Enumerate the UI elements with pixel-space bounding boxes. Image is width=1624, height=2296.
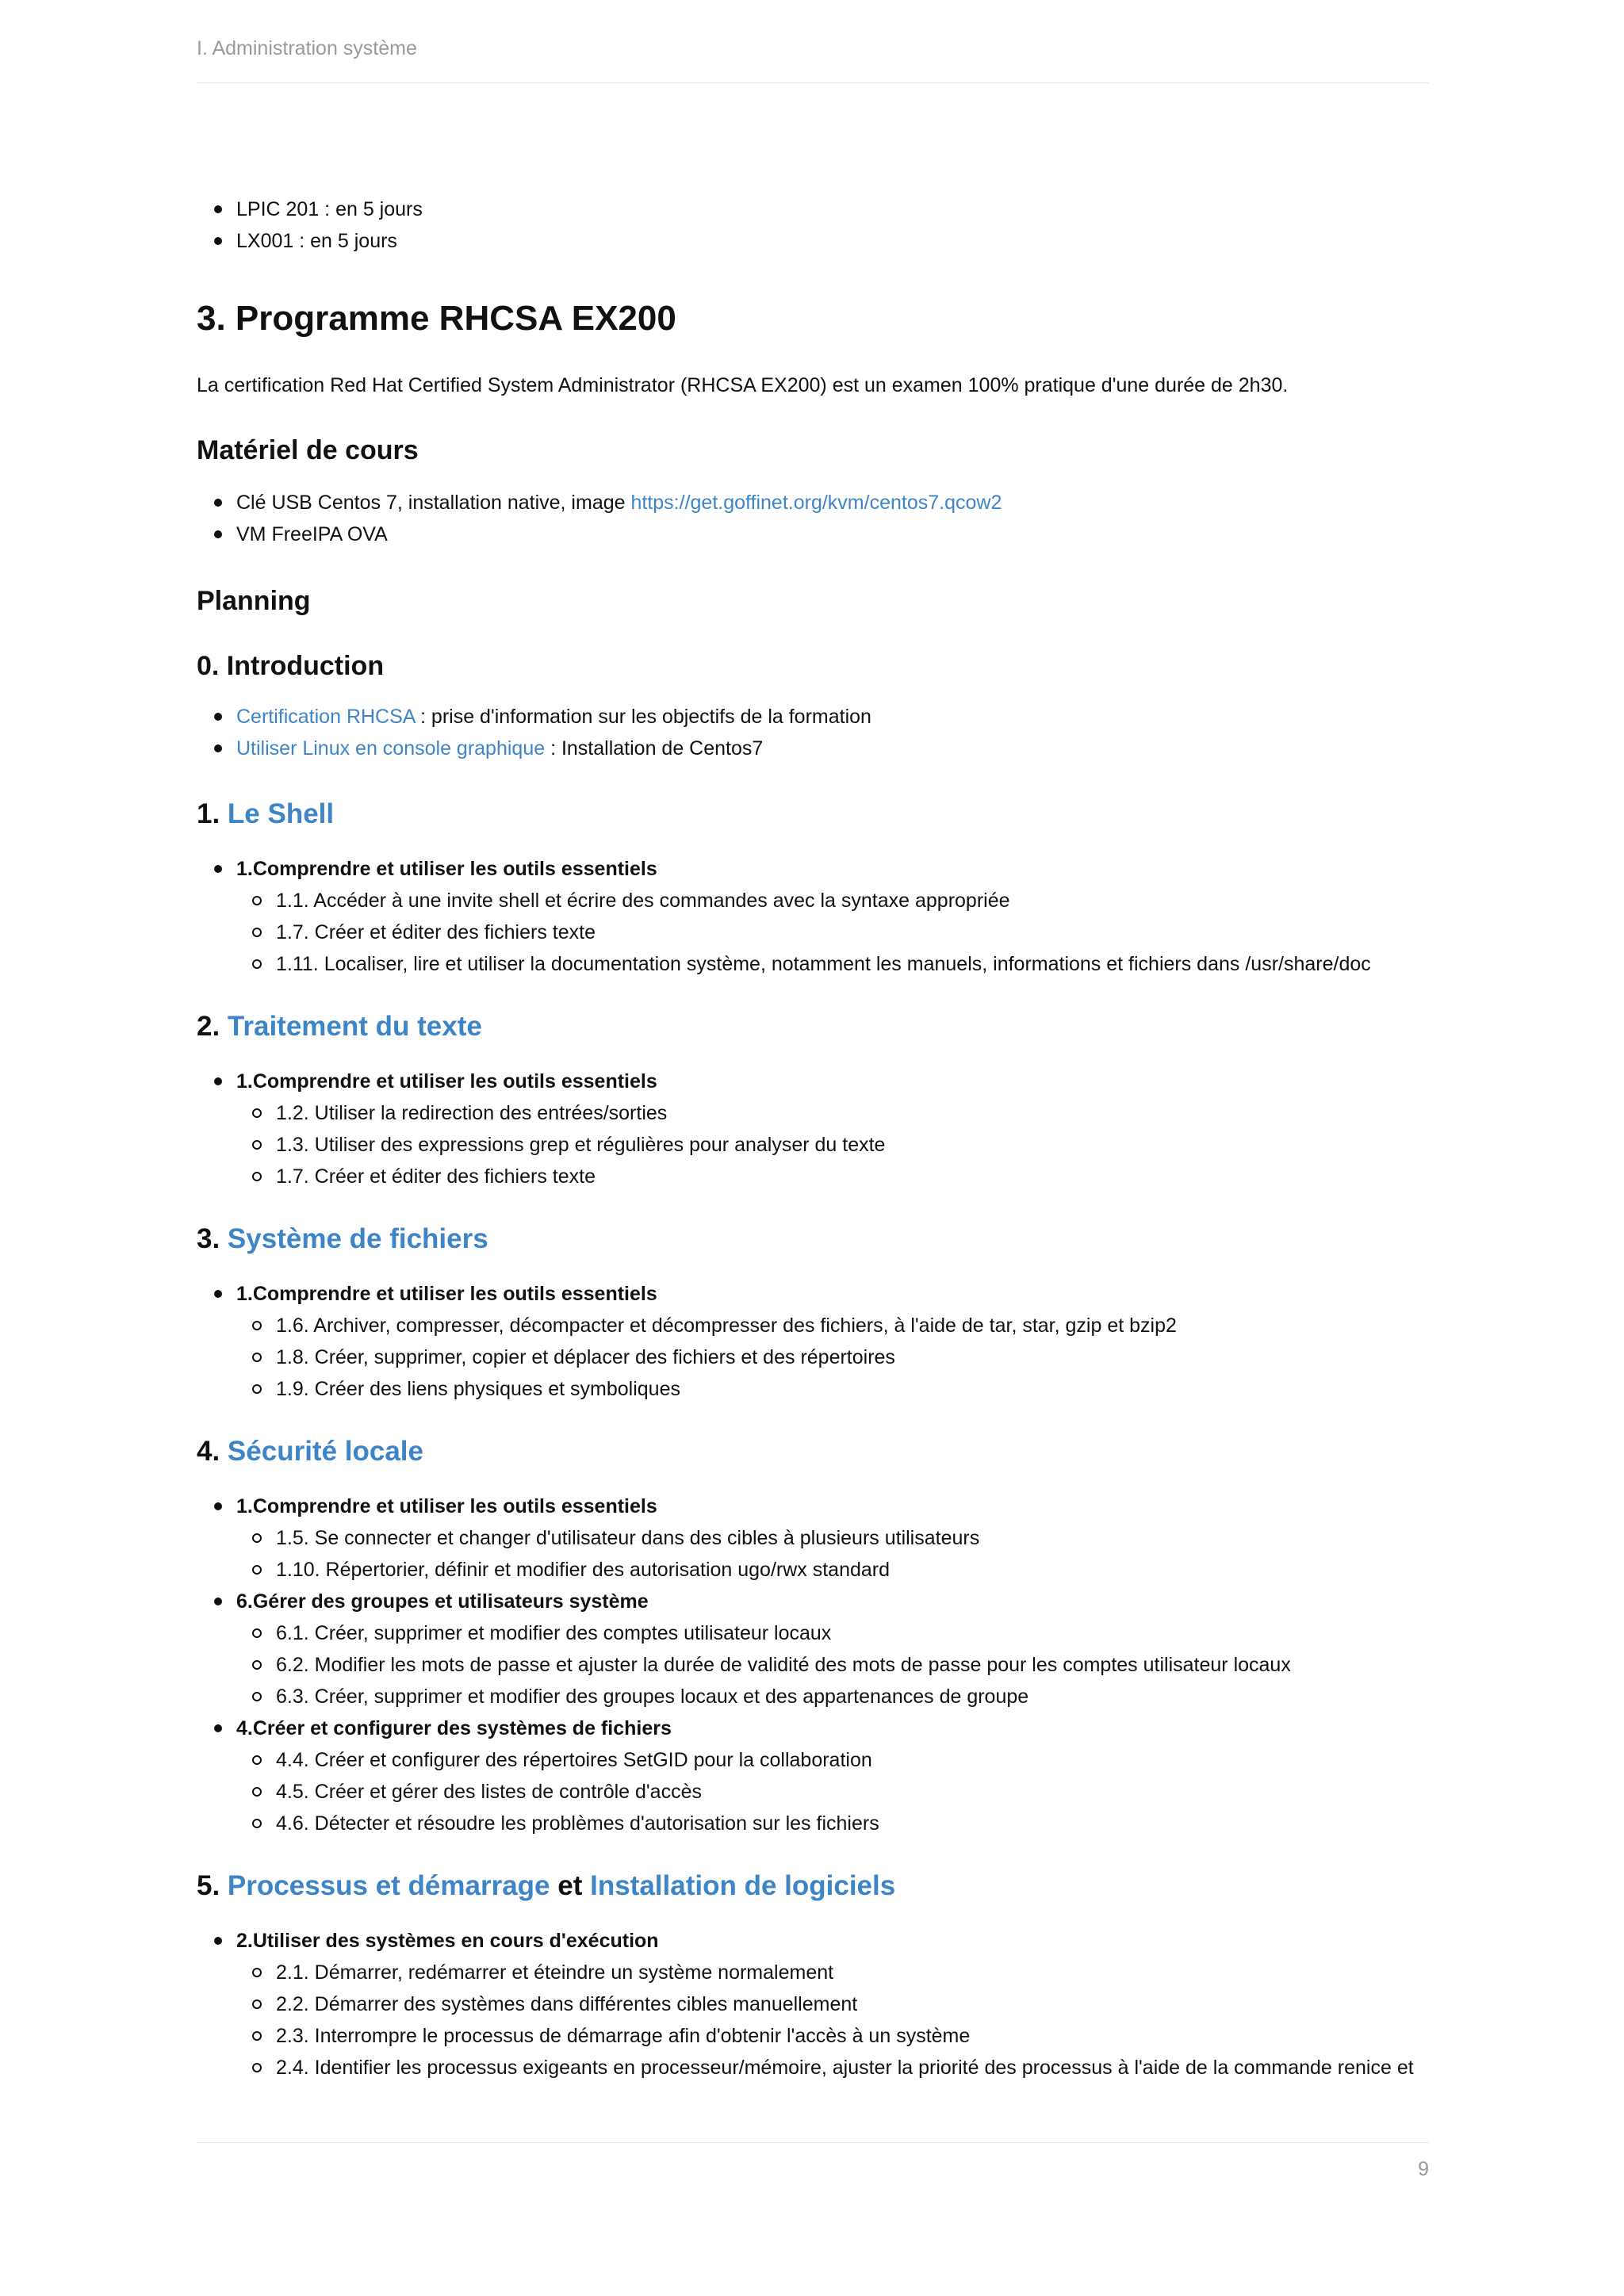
processus-demarrage-link[interactable]: Processus et démarrage [227, 1870, 550, 1901]
group-title: 1.Comprendre et utiliser les outils essentiels [236, 858, 657, 880]
running-header: I. Administration système [197, 35, 1429, 83]
sub-list [236, 1310, 1465, 1405]
list-item: VM FreeIPA OVA [197, 519, 1465, 550]
heading-securite-locale [197, 1433, 423, 1470]
sub-list-item: 4.5. Créer et gérer des listes de contrôle d'accès [236, 1776, 1465, 1808]
centos-image-link[interactable]: https://get.goffinet.org/kvm/centos7.qcow2 [630, 492, 1002, 514]
list-item [197, 701, 1465, 733]
s1-list-block [197, 853, 1465, 980]
sub-list-item: 6.2. Modifier les mots de passe et ajuster la durée de validité des mots de passe pour les comptes utilisateur locaux [236, 1649, 1465, 1681]
list-item [197, 487, 1465, 519]
securite-locale-link[interactable]: Sécurité locale [227, 1436, 423, 1467]
page-number: 9 [1418, 2158, 1429, 2180]
group-title: 6.Gérer des groupes et utilisateurs système [236, 1590, 649, 1613]
sub-list [236, 885, 1465, 980]
list-item [197, 1066, 1465, 1192]
sub-list [236, 1522, 1465, 1586]
list-item: LX001 : en 5 jours [197, 225, 1465, 257]
list-item [197, 1278, 1465, 1405]
list-item [197, 733, 1465, 764]
sub-list-item: 1.7. Créer et éditer des fichiers texte [236, 916, 1465, 948]
sub-list [236, 1957, 1465, 2084]
introduction-list [197, 701, 1465, 764]
section-number: 4. [197, 1436, 228, 1467]
list-item [197, 1490, 1465, 1586]
sub-list-item: 1.11. Localiser, lire et utiliser la documentation système, notamment les manuels, informations et fichiers dans /usr/share/doc [236, 948, 1465, 980]
s2-list-block [197, 1066, 1465, 1192]
sub-list-item: 1.1. Accéder à une invite shell et écrire des commandes avec la syntaxe appropriée [236, 885, 1465, 916]
group-title: 1.Comprendre et utiliser les outils essentiels [236, 1070, 657, 1093]
sub-list [236, 1097, 1465, 1192]
sub-list [236, 1617, 1465, 1712]
sub-list-item: 4.6. Détecter et résoudre les problèmes d'autorisation sur les fichiers [236, 1808, 1465, 1839]
introduction-list-block [197, 701, 1465, 764]
section-title-programme: 3. Programme RHCSA EX200 [197, 299, 676, 338]
list-item [197, 1925, 1465, 2084]
sub-list-item: 1.3. Utiliser des expressions grep et régulières pour analyser du texte [236, 1129, 1465, 1161]
list-item [197, 1712, 1465, 1839]
s5-list-block [197, 1925, 1465, 2084]
s3-list-block [197, 1278, 1465, 1405]
installation-logiciels-link[interactable]: Installation de logiciels [590, 1870, 896, 1901]
s5-list [197, 1925, 1465, 2084]
list-item [197, 1586, 1465, 1712]
sub-list-item: 1.9. Créer des liens physiques et symboliques [236, 1373, 1465, 1405]
footer-divider [197, 2142, 1429, 2143]
s4-list-block [197, 1490, 1465, 1839]
sub-list-item: 4.4. Créer et configurer des répertoires SetGID pour la collaboration [236, 1744, 1465, 1776]
heading-planning: Planning [197, 586, 311, 616]
group-title: 4.Créer et configurer des systèmes de fichiers [236, 1717, 672, 1739]
heading-connector: et [550, 1870, 591, 1901]
list-item-text: : Installation de Centos7 [545, 737, 764, 760]
section-number: 1. [197, 798, 228, 829]
heading-processus-installation [197, 1868, 895, 1904]
sub-list-item: 1.6. Archiver, compresser, décompacter et décompresser des fichiers, à l'aide de tar, star, gzip et bzip2 [236, 1310, 1465, 1341]
section-number: 2. [197, 1011, 228, 1042]
s1-list [197, 853, 1465, 980]
intro-list-block [197, 193, 1465, 257]
le-shell-link[interactable]: Le Shell [227, 798, 335, 829]
systeme-fichiers-link[interactable]: Système de fichiers [227, 1223, 488, 1254]
sub-list-item: 1.7. Créer et éditer des fichiers texte [236, 1161, 1465, 1192]
s2-list [197, 1066, 1465, 1192]
traitement-texte-link[interactable]: Traitement du texte [227, 1011, 482, 1042]
sub-list [236, 1744, 1465, 1839]
list-item: LPIC 201 : en 5 jours [197, 193, 1465, 225]
certification-rhcsa-link[interactable]: Certification RHCSA [236, 706, 416, 728]
sub-list-item: 2.4. Identifier les processus exigeants en processeur/mémoire, ajuster la priorité des processus à l'aide de la commande renice et [236, 2052, 1465, 2084]
group-title: 1.Comprendre et utiliser les outils essentiels [236, 1495, 657, 1517]
sub-list-item: 2.3. Interrompre le processus de démarrage afin d'obtenir l'accès à un système [236, 2020, 1465, 2052]
list-item-text: Clé USB Centos 7, installation native, image [236, 492, 631, 514]
list-item [197, 853, 1465, 980]
s4-list [197, 1490, 1465, 1839]
linux-console-link[interactable]: Utiliser Linux en console graphique [236, 737, 546, 760]
intro-list [197, 193, 1465, 257]
sub-list-item: 1.10. Répertorier, définir et modifier des autorisation ugo/rwx standard [236, 1554, 1465, 1586]
sub-list-item: 2.1. Démarrer, redémarrer et éteindre un système normalement [236, 1957, 1465, 1988]
sub-list-item: 1.5. Se connecter et changer d'utilisateur dans des cibles à plusieurs utilisateurs [236, 1522, 1465, 1554]
materiel-list-block [197, 487, 1465, 550]
sub-list-item: 2.2. Démarrer des systèmes dans différentes cibles manuellement [236, 1988, 1465, 2020]
heading-le-shell [197, 796, 334, 832]
group-title: 1.Comprendre et utiliser les outils essentiels [236, 1283, 657, 1305]
sub-list-item: 1.2. Utiliser la redirection des entrées/sorties [236, 1097, 1465, 1129]
s3-list [197, 1278, 1465, 1405]
heading-materiel: Matériel de cours [197, 435, 419, 465]
heading-traitement-texte [197, 1008, 482, 1045]
sub-list-item: 1.8. Créer, supprimer, copier et déplacer des fichiers et des répertoires [236, 1341, 1465, 1373]
group-title: 2.Utiliser des systèmes en cours d'exécution [236, 1930, 659, 1952]
materiel-list [197, 487, 1465, 550]
section-number: 3. [197, 1223, 228, 1254]
heading-systeme-fichiers [197, 1221, 488, 1257]
sub-list-item: 6.1. Créer, supprimer et modifier des comptes utilisateur locaux [236, 1617, 1465, 1649]
section-number: 5. [197, 1870, 228, 1901]
heading-introduction: 0. Introduction [197, 651, 385, 681]
list-item-text: : prise d'information sur les objectifs de la formation [415, 706, 871, 728]
sub-list-item: 6.3. Créer, supprimer et modifier des groupes locaux et des appartenances de groupe [236, 1681, 1465, 1712]
section-intro-paragraph: La certification Red Hat Certified System Administrator (RHCSA EX200) est un examen 100% pratique d'une durée de 2h30. [197, 374, 1289, 396]
